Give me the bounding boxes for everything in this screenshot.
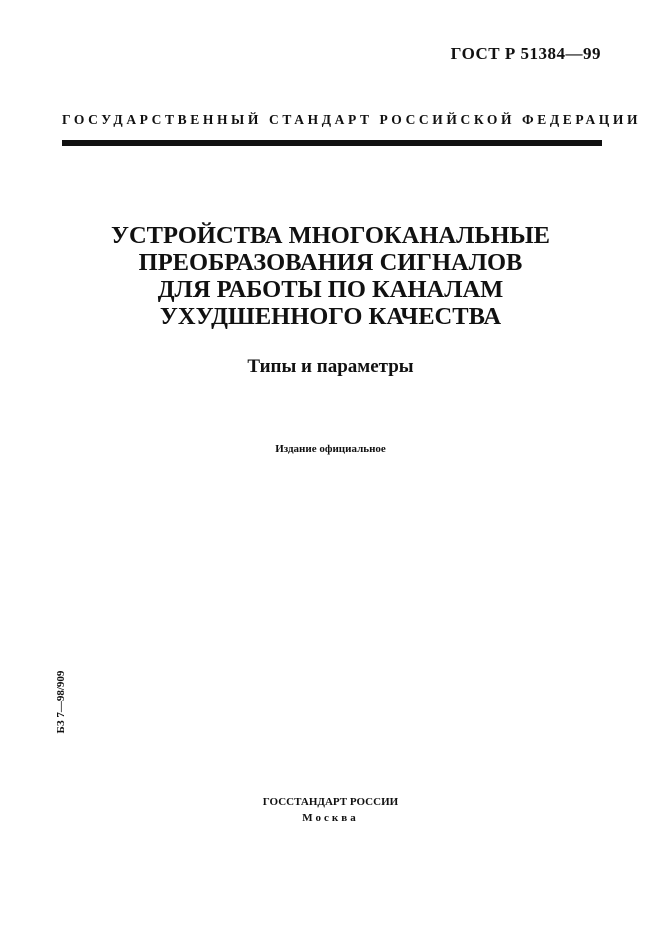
title-line: УХУДШЕННОГО КАЧЕСТВА <box>159 303 502 330</box>
header-divider <box>62 140 602 146</box>
document-title <box>40 222 621 330</box>
publisher: ГОССТАНДАРТ РОССИИ <box>262 796 399 808</box>
gost-number: ГОСТ Р 51384—99 <box>450 44 601 63</box>
title-line: УСТРОЙСТВА МНОГОКАНАЛЬНЫЕ <box>111 222 550 249</box>
edition-note: Издание официальное <box>275 443 386 455</box>
side-catalog-code: БЗ 7—98/909 <box>55 670 67 734</box>
standard-header: ГОСУДАРСТВЕННЫЙ СТАНДАРТ РОССИЙСКОЙ ФЕДЕРАЦИИ <box>62 112 642 127</box>
publication-city: Москва <box>302 812 359 824</box>
document-subtitle: Типы и параметры <box>247 356 414 377</box>
title-line: ПРЕОБРАЗОВАНИЯ СИГНАЛОВ <box>138 249 523 276</box>
title-line: ДЛЯ РАБОТЫ ПО КАНАЛАМ <box>157 276 504 303</box>
